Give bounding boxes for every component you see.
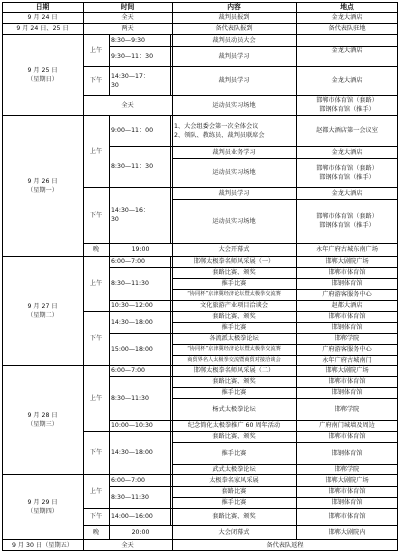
time-cell: 10:00—10:30 [111,422,153,429]
time-cell: 9:00—11：00 [111,127,154,134]
period-cell: 晚 [92,528,100,536]
content-cell: 运动员实习场地 [212,169,256,176]
content-cell: 备代表队返程 [266,541,304,549]
grid-line-h [172,344,398,345]
date-cell: 9 月 28 日 （星期三） [27,411,58,428]
grid-line-h [172,267,398,268]
time-cell: 9:30—11：30 [111,52,154,60]
content-cell: 运动员实习场地 [212,217,256,225]
place-cell: 金龙大酒店 [331,46,363,54]
time-cell: 6:00—7:00 [111,258,145,265]
period-cell: 上午 [89,46,103,54]
grid-line-h [2,23,398,24]
grid-line-h [2,34,398,35]
grid-line-h [172,322,398,323]
content-cell: 套路比赛 [221,488,247,495]
place-cell: 邯郸市体育馆 [328,488,366,495]
header-place: 地点 [340,2,354,11]
grid-line-h [83,311,398,312]
content-cell: 推手比赛 [221,389,247,396]
grid-line-h [172,420,398,421]
place-cell: 邯郸市体育馆（套路） 邯钢体育馆（推手） [316,97,378,113]
header-date: 日期 [35,2,50,11]
grid-line-h [2,539,398,540]
content-cell: 裁判员学习 [218,52,250,60]
grid-line-h [172,442,398,443]
place-cell: 邯郸市体育馆 [328,313,366,320]
place-cell: 邯郸大剧院广场 [325,367,369,374]
grid-line-h [109,267,172,268]
grid-line-h [109,300,172,301]
period-cell: 下午 [89,513,103,520]
period-cell: 上午 [89,147,103,155]
place-cell: 广府南门城墙及周边 [319,422,375,429]
grid-line-h [172,300,398,301]
place-cell: 赵都大酒店 [331,302,363,309]
time-cell: 10:30—12:00 [111,302,153,309]
period-cell: 上午 [89,280,103,287]
grid-line-h [83,431,398,432]
grid-line-v [109,115,110,256]
place-cell: 邯郸大剧院内 [328,528,366,536]
place-cell: 广府游客服务中心 [322,346,372,353]
place-cell: 邯郸学院 [334,405,360,413]
place-cell: 金龙大酒店 [331,148,363,156]
place-cell: 备代表队驻地 [328,25,366,32]
grid-line-v [172,2,173,551]
place-cell: 邯郸市体育馆 [328,513,366,520]
time-cell: 6:00—7:00 [111,476,145,484]
date-cell: 9 月 24 日、25 日 [16,25,69,32]
date-cell: 9 月 25 日 （星期日） [27,66,58,83]
grid-line-h [83,95,398,96]
grid-line-h [2,2,398,3]
content-cell: 推手比赛 [221,280,247,287]
place-cell: 邯郸大剧院广场 [325,476,369,484]
place-cell: 金龙大酒店 [331,77,363,84]
grid-line-v [296,2,297,539]
grid-line-v [109,34,110,95]
grid-line-h [172,278,398,279]
grid-line-h [109,146,172,147]
content-cell: 备代表队报到 [215,25,253,32]
grid-line-v [2,2,3,551]
time-cell: 14:00—16:00 [111,513,153,520]
time-cell: 20:00 [131,528,150,536]
grid-line-h [83,525,398,526]
time-cell: 14:30—18:00 [111,449,153,456]
time-cell: 8:30—11:30 [111,394,149,402]
grid-line-v [397,2,398,551]
content-cell: 推手比赛 [221,449,247,457]
grid-line-h [172,355,398,356]
content-cell: 套路比赛、颁奖 [212,269,256,276]
grid-line-v [170,115,171,243]
place-cell: 金龙大酒店 [331,189,363,197]
place-cell: 邯钢体育馆 [331,499,363,506]
time-cell: 19:00 [131,246,150,253]
grid-line-h [109,46,172,47]
place-cell: 邯钢体育馆 [331,324,363,331]
grid-line-v [170,34,171,95]
grid-line-h [109,486,172,487]
content-cell: 商贸界名人太极拳交流暨商贸对接洽谈会 [187,356,281,363]
grid-line-h [2,550,398,551]
place-cell: 邯郸市体育馆 [328,433,366,440]
content-cell: 裁判员学习 [218,189,250,197]
period-cell: 晚 [92,246,100,253]
time-cell: 6:00—7:00 [111,367,145,374]
place-cell: 金龙大酒店 [331,14,363,21]
header-content: 内容 [227,2,241,11]
grid-line-h [172,333,398,334]
grid-line-h [109,420,172,421]
time-cell: 全天 [121,541,134,549]
date-cell: 9 月 29 日 （星期四） [27,498,58,515]
date-cell: 9 月 30 日（星期五） [11,541,74,549]
time-cell: 8:30—11:30 [111,493,149,501]
time-cell: 两天 [121,25,134,32]
content-cell: 套路比赛、颁奖 [212,433,256,440]
grid-line-v [170,474,171,525]
content-cell: “协同杯”京津冀经济论坛暨太极拳交流赛 [187,346,281,352]
grid-line-h [172,486,398,487]
content-cell: 裁判员学习 [218,77,250,84]
content-cell: 裁判员报到 [218,14,250,21]
content-cell: 套路比赛、颁奖 [212,313,256,320]
grid-line-h [2,115,398,116]
time-cell: 8:30—11：30 [111,163,154,170]
grid-line-h [172,146,398,147]
grid-line-h [172,398,398,399]
grid-line-h [172,289,398,290]
content-cell: 1、大会组委会第一次全体会议 2、领队、教练员、裁判员联席会 [174,122,265,139]
period-cell: 下午 [89,449,103,456]
place-cell: 邯郸学院 [334,335,360,342]
schedule-table [2,2,398,551]
grid-line-h [2,12,398,13]
grid-line-v [170,256,171,365]
content-cell: “协同杯”京津冀经济论坛暨太极拳交流赛 [187,291,281,297]
content-cell: 文化旅游产业项目洽谈会 [199,302,269,309]
content-cell: 大会开幕式 [218,246,250,253]
grid-line-h [172,199,398,200]
grid-line-h [172,376,398,377]
time-cell: 15:00—18:00 [111,345,153,353]
place-cell: 永年广府古城南门 [322,356,372,364]
content-cell: 运动员实习场地 [212,101,256,109]
place-cell: 邯郸市体育馆 [328,269,366,276]
grid-line-h [83,508,398,509]
content-cell: 武式太极拳论坛 [212,465,256,473]
place-cell: 永年广府古城东南广场 [316,246,378,253]
period-cell: 下午 [89,211,103,219]
grid-line-h [172,158,398,159]
content-cell: 太极拳名家风采展 [209,476,259,484]
content-cell: 裁判员动员大会 [212,36,256,44]
time-cell: 14:30—18:00 [111,318,153,326]
place-cell: 邯郸市体育馆（套路） 邯钢体育馆（推手） [316,213,378,229]
content-cell: 套路比赛、颁奖 [212,513,256,520]
period-cell: 下午 [89,77,103,84]
grid-line-h [2,256,398,257]
content-cell: 大会闭幕式 [218,528,250,536]
grid-line-h [172,464,398,465]
grid-line-h [109,333,172,334]
period-cell: 上午 [89,394,103,402]
time-cell: 8:30—11:30 [111,280,149,287]
grid-line-h [109,376,172,377]
grid-line-v [109,256,110,365]
grid-line-h [172,46,398,47]
date-cell: 9 月 27 日 （星期二） [27,302,58,319]
grid-line-h [172,387,398,388]
time-cell: 14:30—17： 30 [111,72,150,89]
place-cell: 邯郸市体育馆 [328,378,366,385]
time-cell: 8:30—9:30 [111,36,145,44]
period-cell: 下午 [89,334,103,342]
time-cell: 全天 [121,14,134,21]
date-cell: 9 月 24 日 [27,14,58,21]
time-cell: 全天 [121,101,134,109]
place-cell: 邯钢体育馆 [331,280,363,287]
content-cell: 邯郸太极拳名师风采展（一） [193,258,275,265]
place-cell: 赵都大酒店第一会议室 [316,127,378,134]
place-cell: 邯郸大剧院广场 [325,258,369,265]
place-cell: 邯钢体育馆 [331,389,363,396]
period-cell: 上午 [89,487,103,495]
grid-line-h [2,474,398,475]
grid-line-h [83,243,398,244]
grid-line-h [172,497,398,498]
grid-line-h [83,187,398,188]
place-cell: 邯郸学院 [334,465,360,473]
place-cell: 广府游客服务中心 [322,291,372,298]
content-cell: 推手比赛 [221,499,247,506]
grid-line-h [2,365,398,366]
date-cell: 9 月 26 日 （星期一） [27,177,58,194]
content-cell: 裁判员业务学习 [212,148,256,156]
content-cell: 套路比赛、颁奖 [212,378,256,385]
grid-line-v [109,474,110,539]
content-cell: 各流派太极拳论坛 [209,335,259,342]
grid-line-v [83,2,84,551]
content-cell: 纪念简化太极拳推广 60 周年活动 [187,422,281,429]
place-cell: 邯钢体育馆 [331,449,363,457]
content-cell: 邯郸太极拳名师风采展（二） [193,367,275,374]
grid-line-h [83,66,398,67]
place-cell: 邯郸市体育馆（套路） 邯钢体育馆（推手） [316,164,378,181]
time-cell: 14:30—16： 30 [111,207,150,223]
header-time: 时间 [120,2,135,11]
content-cell: 推手比赛 [221,324,247,331]
content-cell: 杨式太极拳论坛 [212,405,256,413]
